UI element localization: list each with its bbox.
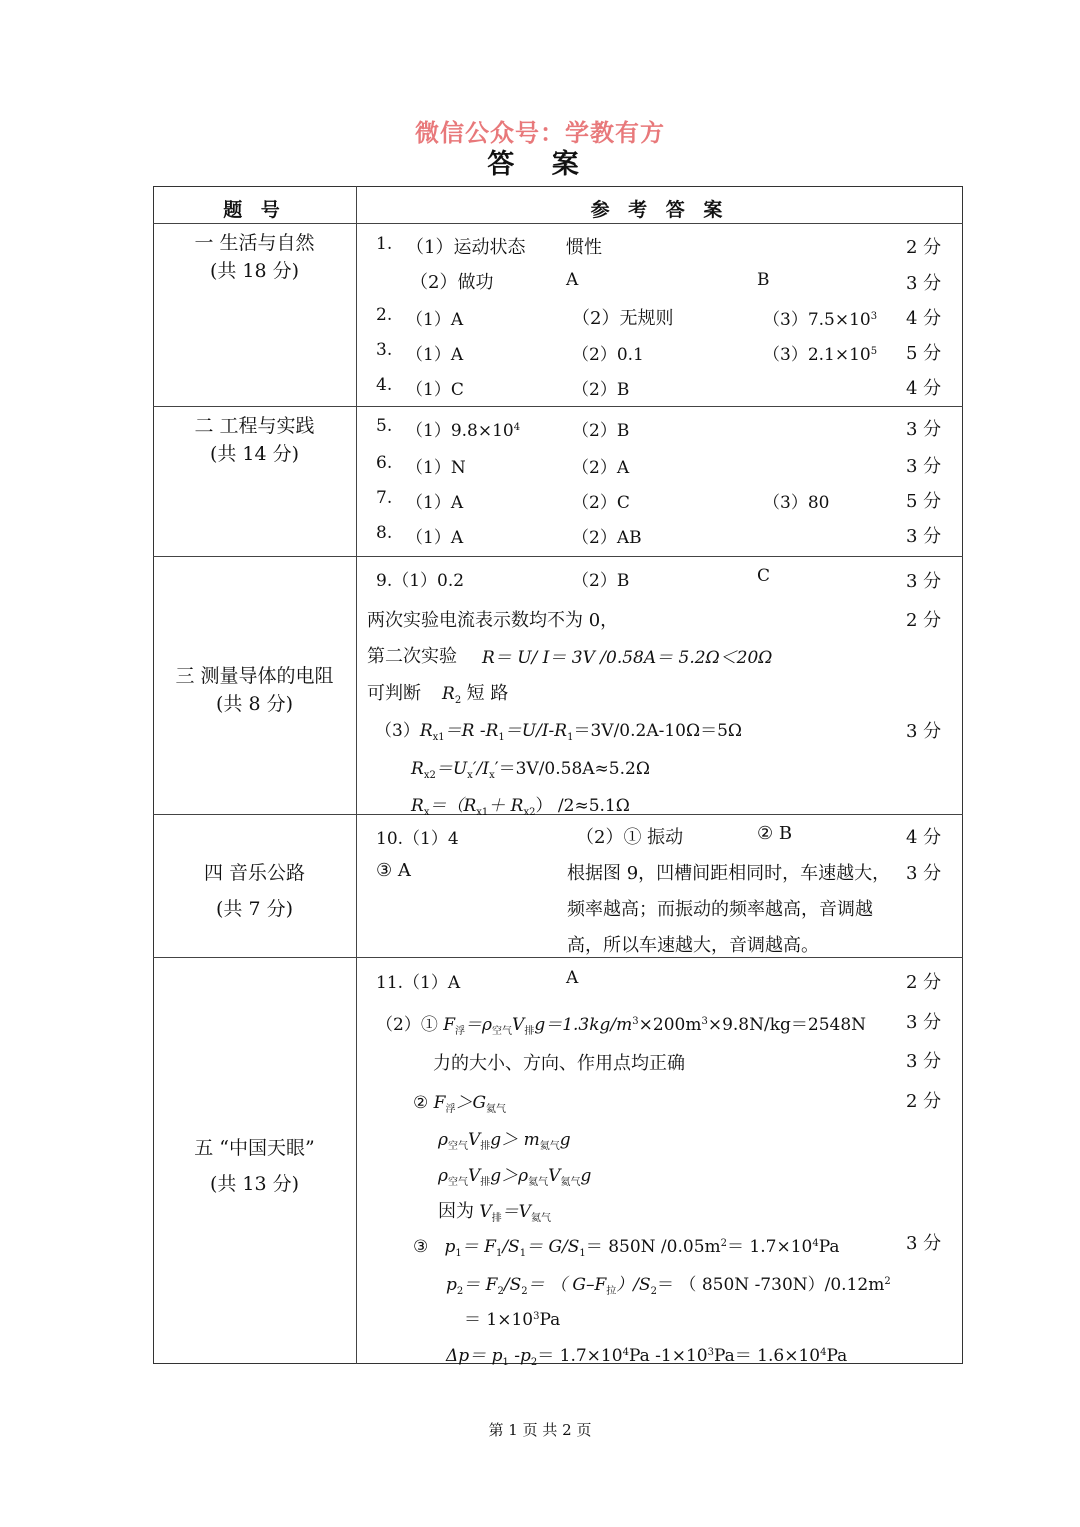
score: 3 分 (906, 571, 942, 592)
section-name: 一 生活与自然 (194, 232, 315, 254)
formula: ③ $p_1= F_1/S_1= G/S_1= 850N$ $/0.05m^2= 1.7\times 10^4Pa$ (413, 1237, 840, 1259)
answer-cell: （2）B (572, 571, 630, 591)
answer-cell: （2）B (572, 380, 630, 400)
section-name: 五 “中国天眼” (194, 1137, 315, 1159)
score: 3 分 (906, 273, 942, 294)
row-divider (153, 957, 963, 958)
answer-cell: （1）A (406, 493, 464, 513)
score: 3 分 (906, 721, 942, 742)
question-number: 3. (376, 340, 393, 360)
answer-cell: （1）C (406, 380, 464, 400)
answer-cell: （2）A (572, 458, 630, 478)
answer-cell: 可判断 (367, 683, 421, 704)
answer-cell: 高，所以车速越大，音调越高。 (567, 935, 819, 956)
header-question-number: 题 号 (223, 199, 286, 221)
answer-cell: ② B (757, 823, 793, 844)
formula: $(3)R_{x1}=R$ $-R_1=U/I-R_1=3V/0.2A-10\Omega=5\Omega$ (375, 721, 742, 743)
formula: $R_x=(R_{x1}+ R_{x2})$ /2≈5.1Ω (411, 796, 630, 818)
score: 3 分 (906, 1012, 942, 1033)
answer-cell: （2）① 振动 (576, 827, 684, 848)
row-divider (153, 406, 963, 407)
answer-cell: A (566, 270, 579, 290)
formula: （2）① $F_浮=\rho_{空气}V_排g=1.3kg/m^3\times 200m^3\times 9.8N/kg=2548N$ (376, 1015, 867, 1037)
question-number: 2. (376, 305, 393, 325)
answer-cell: 根据图 9，凹槽间距相同时，车速越大， (567, 863, 891, 884)
formula: $\Delta p= p_1$ $-p_2= 1.7\times 10^4Pa$ $-1\times 10^3Pa= 1.6\times 10^4Pa$ (446, 1346, 848, 1368)
watermark: 微信公众号：学教有方 (415, 118, 665, 147)
question-number: 8. (376, 523, 393, 543)
answer-cell: 9.（1）0.2 (376, 571, 465, 591)
answer-cell: （1）A (406, 310, 464, 330)
answer-cell: $(3)7.5\times 10^3$ (763, 310, 878, 330)
answer-cell: ③ A (376, 860, 411, 881)
question-number: 7. (376, 488, 393, 508)
answer-cell: （1）N (406, 458, 466, 478)
answer-cell: 惯性 (566, 237, 602, 258)
section-total: (共 7 分) (216, 898, 293, 920)
answer-cell: C (757, 566, 771, 586)
answer-cell: 力的大小、方向、作用点均正确 (433, 1053, 685, 1074)
answer-cell: $(3)2.1\times 10^5$ (763, 345, 878, 365)
answer-cell: 11.（1）A (376, 973, 461, 993)
answer-cell: （2）做功 (410, 272, 494, 293)
formula: $\rho_{空气}V_排g> m_{氦气}g$ (438, 1130, 571, 1152)
score: 4 分 (906, 827, 942, 848)
column-divider (356, 186, 357, 1364)
score: 2 分 (906, 1091, 942, 1112)
score: 4 分 (906, 308, 942, 329)
answer-cell: 频率越高；而振动的频率越高，音调越 (567, 899, 873, 920)
score: 3 分 (906, 419, 942, 440)
section-total: (共 13 分) (209, 1173, 300, 1195)
score: 5 分 (906, 491, 942, 512)
answer-cell: （1）A (406, 528, 464, 548)
answer-cell: A (566, 968, 579, 988)
section-total: (共 18 分) (209, 260, 300, 282)
question-number: 5. (376, 416, 393, 436)
formula: $p_2= F_2/S_2=$ （ $G-F_拉)/S_2=$ （ 850N $-730N)/0.12m^2$ (446, 1275, 891, 1297)
answer-cell: （2）0.1 (572, 345, 644, 365)
score: 5 分 (906, 343, 942, 364)
formula: $R_{x2}=U_x'/I_x'=3V/0.58A\approx 5.2\Omega$ (411, 759, 650, 781)
answer-cell: 10.（1）4 (376, 829, 459, 849)
section-name: 四 音乐公路 (203, 862, 306, 884)
score: 3 分 (906, 1051, 942, 1072)
score: 3 分 (906, 526, 942, 547)
answer-cell: （2）无规则 (572, 308, 674, 329)
answer-cell: 两次实验电流表示数均不为 0， (367, 610, 619, 631)
section-total: (共 14 分) (209, 443, 300, 465)
section-name: 三 测量导体的电阻 (175, 665, 334, 687)
answer-cell: B (757, 270, 770, 290)
answer-cell: （3）80 (763, 493, 830, 513)
score: 2 分 (906, 972, 942, 993)
formula: ② $F_浮>G_{氦气}$ (413, 1093, 507, 1115)
formula: R＝ U/ I＝ 3V /0.58A＝ 5.2Ω＜20Ω (482, 648, 773, 668)
section-total: (共 8 分) (216, 693, 293, 715)
question-number: 6. (376, 453, 393, 473)
question-number: 1. (376, 234, 393, 254)
question-number: 4. (376, 375, 393, 395)
answer-cell: （2）C (572, 493, 630, 513)
answer-cell: （2）AB (572, 528, 642, 548)
score: 4 分 (906, 378, 942, 399)
score: 3 分 (906, 1233, 942, 1254)
page-title: 答 案 (487, 149, 593, 180)
score: 3 分 (906, 863, 942, 884)
row-divider (153, 556, 963, 557)
formula: $R_2$ 短 路 (442, 683, 509, 706)
page-footer: 第 1 页 共 2 页 (488, 1421, 592, 1439)
formula: 因为 $V_排=V_{氦气}$ (438, 1201, 551, 1224)
section-name: 二 工程与实践 (194, 415, 315, 437)
answer-cell: 第二次实验 (367, 646, 457, 667)
formula: ＝ $1\times 10^3Pa$ (464, 1310, 561, 1330)
score: 2 分 (906, 237, 942, 258)
answer-cell: （2）B (572, 421, 630, 441)
row-divider (153, 223, 963, 224)
score: 2 分 (906, 610, 942, 631)
answer-cell: （1）A (406, 345, 464, 365)
formula: $\rho_{空气}V_排g>\rho_{氦气}V_{氦气}g$ (438, 1166, 592, 1188)
answer-cell: （1）运动状态 (406, 237, 526, 258)
answer-cell: $(1)9.8\times 10^4$ (406, 421, 521, 441)
header-reference-answer: 参 考 答 案 (590, 199, 729, 221)
score: 3 分 (906, 456, 942, 477)
